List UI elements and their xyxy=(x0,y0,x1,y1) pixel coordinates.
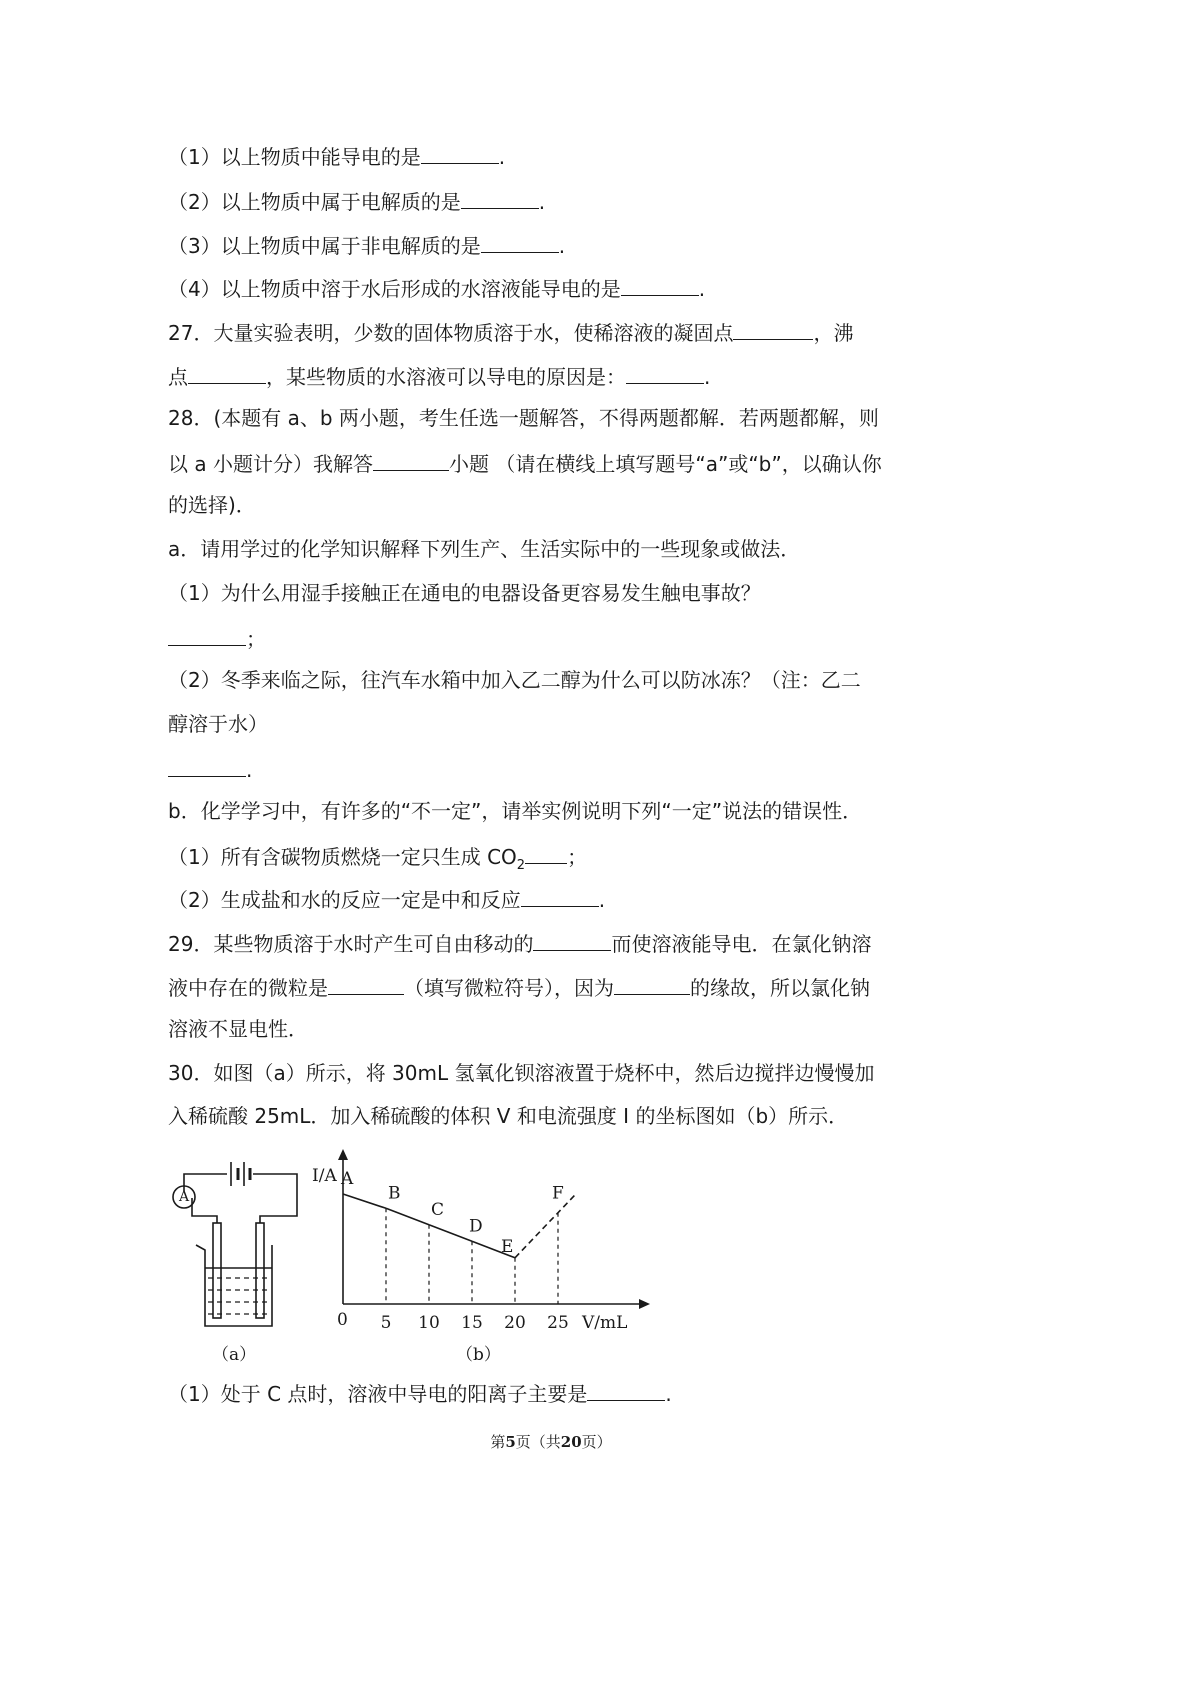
point-label: D xyxy=(469,1216,483,1237)
answer-blank[interactable] xyxy=(587,1378,665,1401)
q28-b-intro: b．化学学习中，有许多的“不一定”，请举实例说明下列“一定”说法的错误性． xyxy=(168,799,863,823)
point-label: F xyxy=(552,1183,564,1204)
point-label: A xyxy=(341,1169,354,1189)
answer-blank[interactable] xyxy=(168,754,246,777)
page-footer: 第5页（共20页） xyxy=(490,1433,612,1451)
caption-a: （a） xyxy=(212,1345,257,1365)
answer-blank[interactable] xyxy=(626,361,704,384)
answer-blank[interactable] xyxy=(481,230,559,253)
q26-item-4: （4）以上物质中溶于水后形成的水溶液能导电的是 . xyxy=(168,273,705,303)
q28-line-3: 的选择)． xyxy=(168,493,256,517)
q28-line-2: 以 a 小题计分）我解答 小题 （请在横线上填写题号“a”或“b”，以确认你 xyxy=(168,448,882,478)
q28-a-intro: a．请用学过的化学知识解释下列生产、生活实际中的一些现象或做法． xyxy=(168,537,801,561)
answer-blank[interactable] xyxy=(168,623,246,646)
q30-item-1: （1）处于 C 点时，溶液中导电的阳离子主要是 . xyxy=(168,1378,672,1408)
answer-blank[interactable] xyxy=(373,448,449,471)
electrode xyxy=(213,1223,221,1318)
answer-blank[interactable] xyxy=(525,841,567,864)
q28-a-2-answer: . xyxy=(168,754,252,784)
series-segment-dashed xyxy=(515,1195,575,1258)
answer-blank[interactable] xyxy=(188,361,266,384)
series-segment xyxy=(429,1225,472,1242)
series-segment xyxy=(386,1208,429,1225)
point-label: E xyxy=(501,1236,514,1257)
q27-line-2: 点 ，某些物质的水溶液可以导电的原因是： . xyxy=(168,361,710,391)
x-tick-label: 10 xyxy=(418,1313,440,1333)
x-tick-label: 15 xyxy=(461,1313,483,1333)
point-label: C xyxy=(431,1199,445,1220)
q28-b-1: （1）所有含碳物质燃烧一定只生成 $CO_2$ ； xyxy=(168,841,587,880)
answer-blank[interactable] xyxy=(621,273,699,296)
origin-label: 0 xyxy=(337,1310,348,1330)
answer-blank[interactable] xyxy=(533,928,611,951)
answer-blank[interactable] xyxy=(614,972,690,995)
q28-a-1: （1）为什么用湿手接触正在通电的电器设备更容易发生触电事故？ xyxy=(168,581,761,605)
series-segment xyxy=(343,1194,386,1208)
y-axis-arrow-icon xyxy=(338,1149,348,1160)
q26-item-1: （1）以上物质中能导电的是 . xyxy=(168,141,505,171)
ammeter-label: A xyxy=(178,1189,190,1205)
liquid-fill xyxy=(208,1278,270,1314)
answer-blank[interactable] xyxy=(461,186,539,209)
q29-line-2: 液中存在的微粒是 （填写微粒符号），因为 的缘故，所以氯化钠 xyxy=(168,972,870,1002)
electrode xyxy=(256,1223,264,1318)
q28-a-1-answer: ； xyxy=(168,623,266,653)
beaker-icon xyxy=(196,1245,272,1326)
answer-blank[interactable] xyxy=(521,884,599,907)
q28-line-1: 28．(本题有 a、b 两小题，考生任选一题解答，不得两题都解．若两题都解，则 xyxy=(168,406,879,430)
x-tick-label: 5 xyxy=(380,1313,392,1333)
point-label: B xyxy=(388,1183,401,1204)
q26-item-2: （2）以上物质中属于电解质的是 . xyxy=(168,186,545,216)
answer-blank[interactable] xyxy=(421,141,499,164)
y-axis-label: I/A xyxy=(312,1166,337,1186)
circuit-wire xyxy=(192,1198,217,1223)
q28-a-2: （2）冬季来临之际，往汽车水箱中加入乙二醇为什么可以防冰冻？（注：乙二 xyxy=(168,668,861,692)
q29-line-3: 溶液不显电性． xyxy=(168,1017,308,1041)
q30-line-1: 30．如图（a）所示，将 30mL 氢氧化钡溶液置于烧杯中，然后边搅拌边慢慢加 xyxy=(168,1061,875,1085)
answer-blank[interactable] xyxy=(328,972,404,995)
q27-line-1: 27．大量实验表明，少数的固体物质溶于水，使稀溶液的凝固点 ，沸 xyxy=(168,317,853,347)
q29-line-1: 29．某些物质溶于水时产生可自由移动的 而使溶液能导电．在氯化钠溶 xyxy=(168,928,871,958)
x-tick-label: 20 xyxy=(504,1313,526,1333)
q30-line-2: 入稀硫酸 25mL．加入稀硫酸的体积 V 和电流强度 I 的坐标图如（b）所示． xyxy=(168,1104,849,1128)
circuit-wire xyxy=(253,1174,297,1223)
q26-item-3: （3）以上物质中属于非电解质的是 . xyxy=(168,230,565,260)
q28-b-2: （2）生成盐和水的反应一定是中和反应 . xyxy=(168,884,605,914)
q28-a-2-cont: 醇溶于水） xyxy=(168,712,268,736)
answer-blank[interactable] xyxy=(733,317,813,340)
x-axis-label: V/mL xyxy=(582,1313,628,1333)
caption-b: （b） xyxy=(456,1345,501,1365)
x-tick-label: 25 xyxy=(547,1313,569,1333)
